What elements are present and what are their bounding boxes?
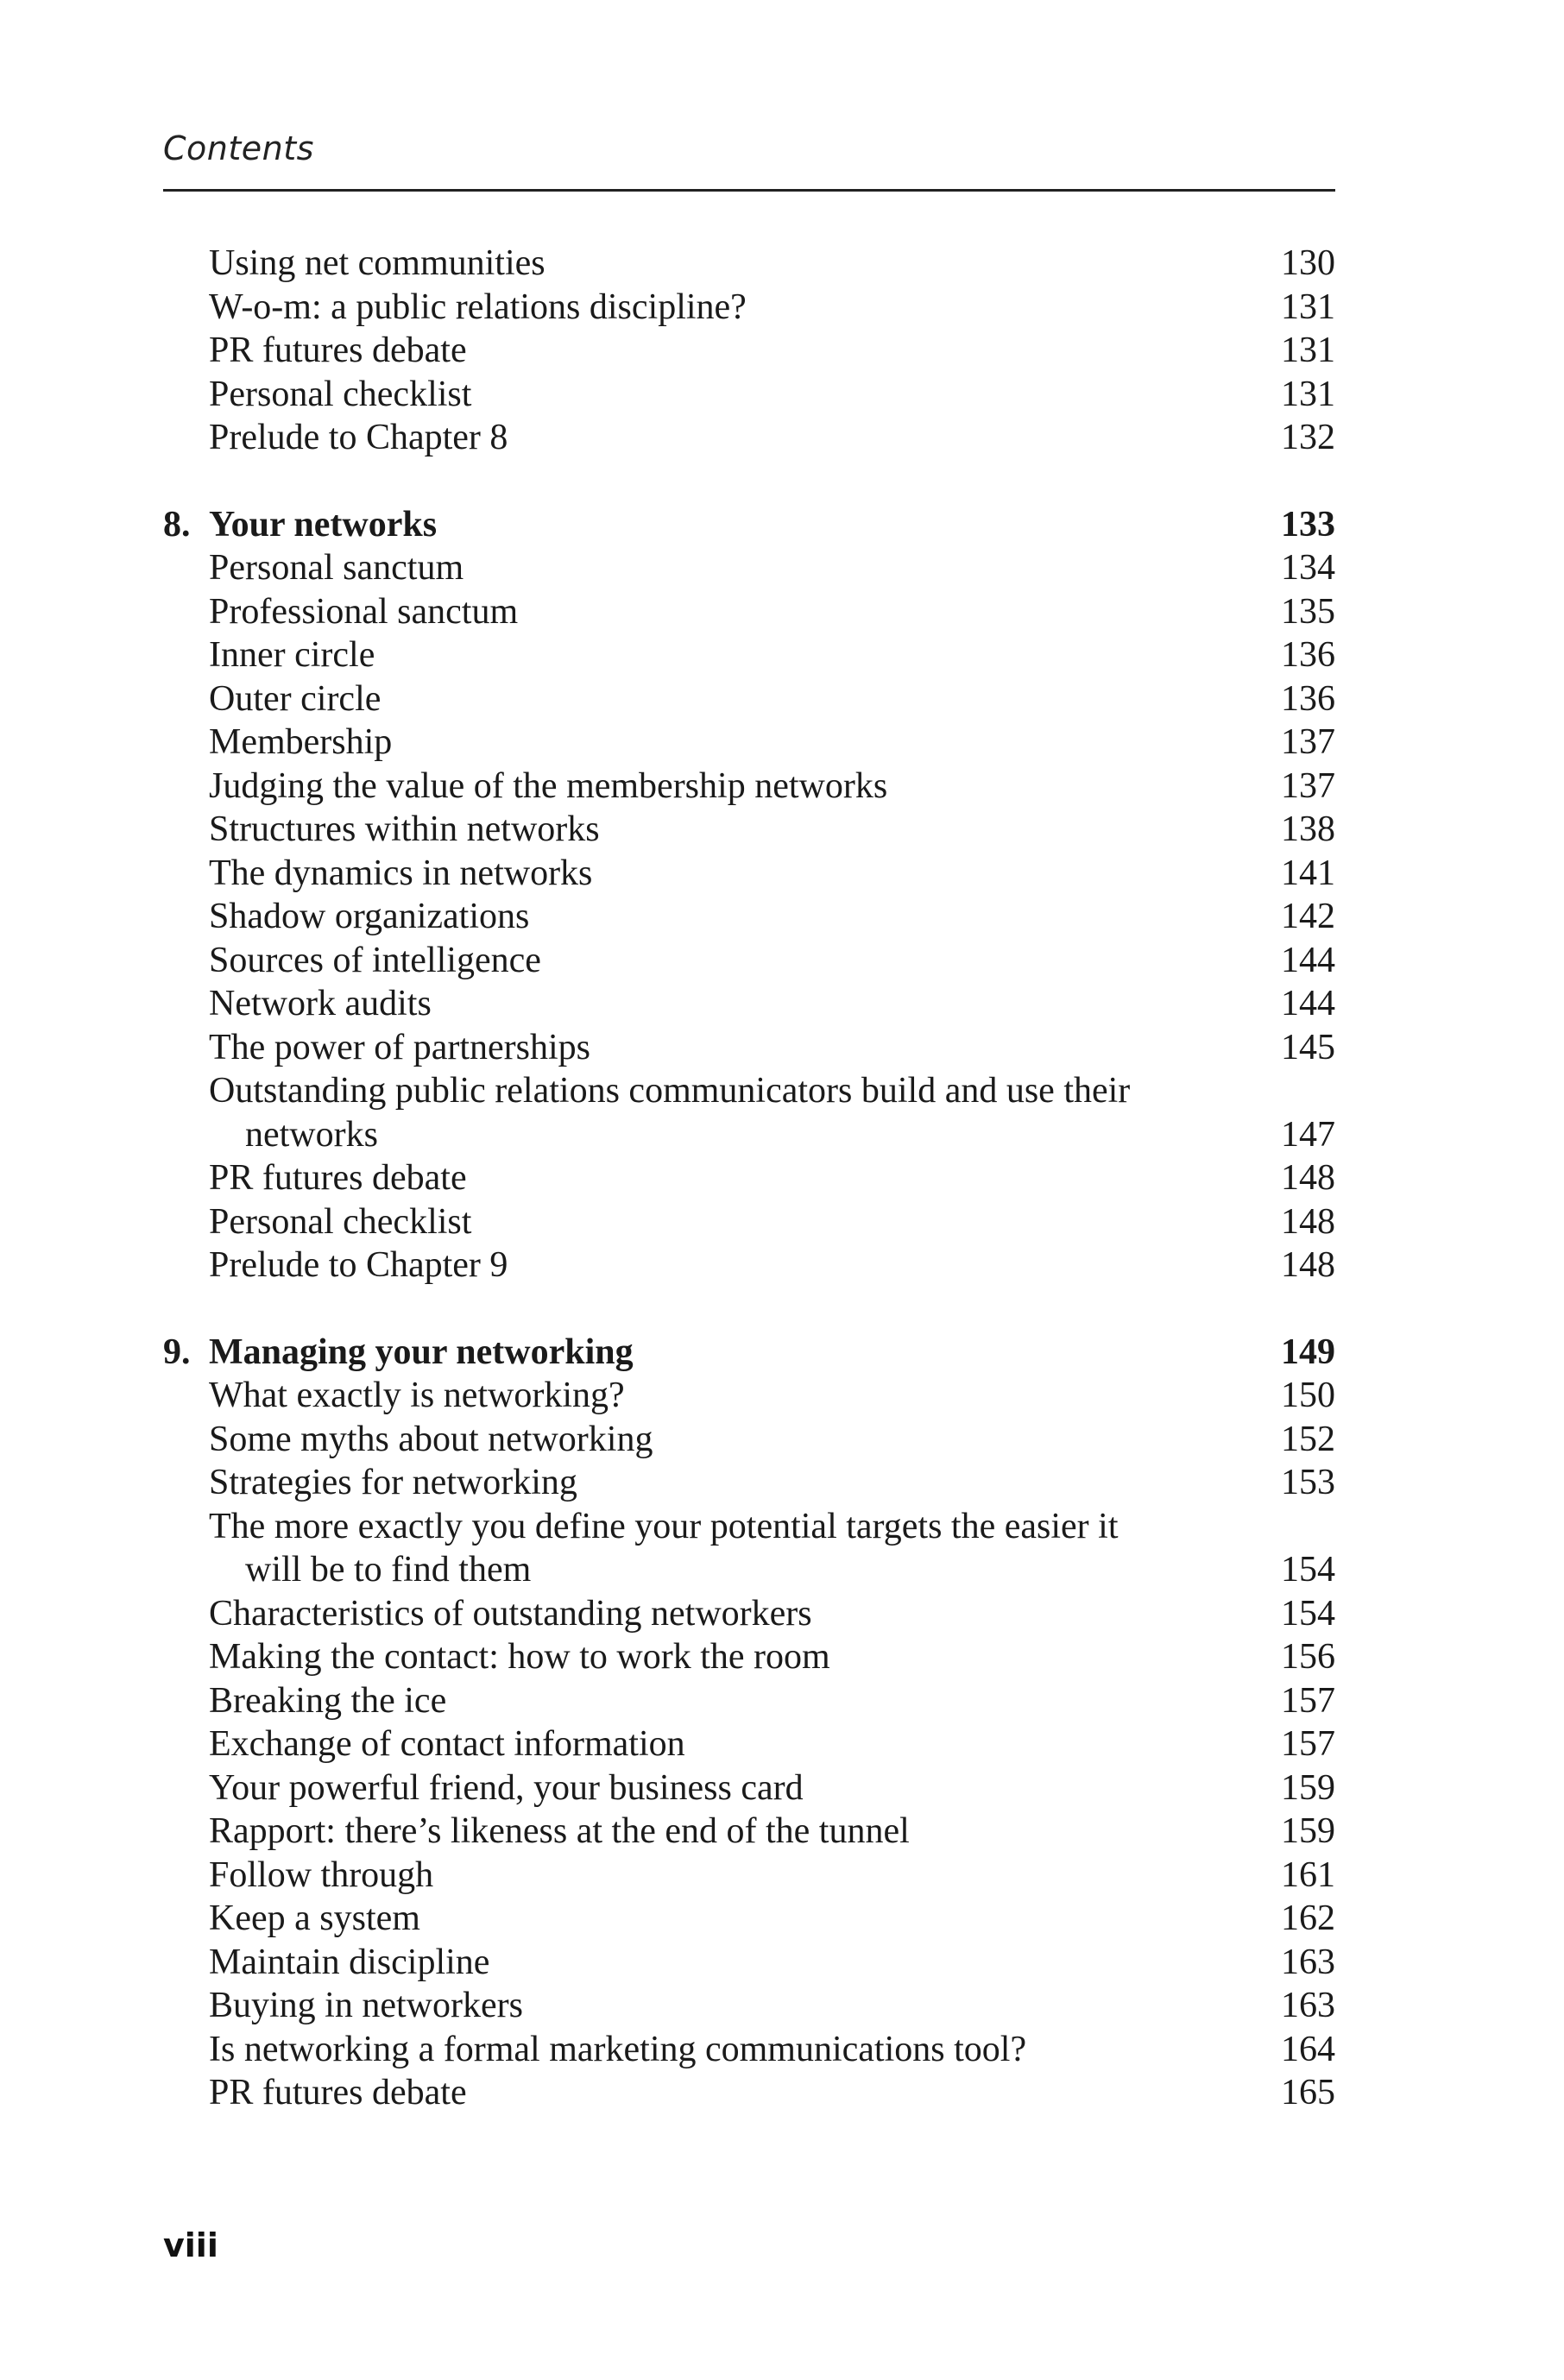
entry-page-number: 141 <box>1281 853 1335 893</box>
entry-title <box>209 677 1266 721</box>
toc-entry[interactable] <box>163 242 1335 286</box>
entry-title-text: Outstanding public relations communicators build and use their <box>209 1071 1131 1111</box>
chapter-heading[interactable] <box>163 503 1335 547</box>
entry-title <box>209 2071 1266 2115</box>
entry-title-text: Using net communities <box>209 243 546 283</box>
entry-title-text: Breaking the ice <box>209 1680 447 1721</box>
entry-page-number: 153 <box>1281 1463 1335 1502</box>
entry-title-text: Buying in networkers <box>209 1986 523 2025</box>
entry-page-number: 154 <box>1281 1593 1335 1634</box>
entry-page-number: 144 <box>1281 984 1335 1023</box>
entry-title <box>209 1069 1266 1156</box>
toc-entry[interactable] <box>163 1244 1335 1288</box>
entry-page-number: 156 <box>1281 1637 1335 1677</box>
entry-page-number: 132 <box>1281 418 1335 457</box>
entry-title <box>209 982 1266 1026</box>
entry-page-number: 131 <box>1281 286 1335 327</box>
entry-title <box>209 590 1266 634</box>
toc-entry[interactable] <box>163 286 1335 330</box>
chapter-page-number: 133 <box>1281 504 1335 545</box>
entry-page-number: 163 <box>1281 1942 1335 1982</box>
entry-title <box>209 808 1266 852</box>
toc-entry[interactable] <box>163 1635 1335 1679</box>
entry-title-text: Making the contact: how to work the room <box>209 1637 830 1677</box>
toc-entry[interactable] <box>163 416 1335 460</box>
entry-page-number: 148 <box>1281 1201 1335 1242</box>
entry-title-text: Prelude to Chapter 9 <box>209 1245 508 1285</box>
entry-page-number: 136 <box>1281 635 1335 675</box>
chapter-heading[interactable] <box>163 1331 1335 1375</box>
entry-title-text: Network audits <box>209 984 432 1023</box>
toc-entry[interactable] <box>163 1679 1335 1723</box>
entry-title <box>209 1374 1266 1418</box>
entry-title <box>209 1679 1266 1723</box>
entry-title <box>209 373 1266 417</box>
entry-title-text: Exchange of contact information <box>209 1724 685 1764</box>
entry-title-text: Shadow organizations <box>209 897 530 936</box>
entry-title <box>209 721 1266 765</box>
chapter-title: Managing your networking <box>209 1332 634 1372</box>
entry-page-number: 159 <box>1281 1811 1335 1851</box>
toc-entry[interactable] <box>163 1200 1335 1244</box>
entry-page-number: 162 <box>1281 1898 1335 1938</box>
entry-title <box>209 1941 1266 1985</box>
toc-entry[interactable] <box>163 895 1335 939</box>
toc-section <box>163 1331 1335 2115</box>
toc-entry[interactable] <box>163 1374 1335 1418</box>
entry-page-number: 157 <box>1281 1724 1335 1764</box>
entry-title-text: Maintain discipline <box>209 1942 490 1982</box>
entry-title-text: Some myths about networking <box>209 1419 653 1459</box>
chapter-page-number: 149 <box>1281 1332 1335 1372</box>
entry-title-text: Your powerful friend, your business card <box>209 1767 804 1808</box>
entry-title <box>209 939 1266 983</box>
entry-title <box>209 1766 1266 1810</box>
chapter-title: Your networks <box>209 504 438 545</box>
toc-entry[interactable] <box>163 1810 1335 1854</box>
entry-title-text: The more exactly you define your potential targets the easier it <box>209 1506 1119 1546</box>
entry-title-text: Is networking a formal marketing communications tool? <box>209 2029 1027 2069</box>
entry-page-number: 138 <box>1281 809 1335 849</box>
entry-page-number: 148 <box>1281 1158 1335 1198</box>
entry-page-number: 144 <box>1281 940 1335 980</box>
entry-page-number: 137 <box>1281 765 1335 806</box>
toc-entry[interactable] <box>163 1854 1335 1898</box>
entry-title <box>209 1592 1266 1636</box>
entry-title-text: W-o-m: a public relations discipline? <box>209 286 747 327</box>
entry-title-text: Sources of intelligence <box>209 940 541 980</box>
toc-entry[interactable] <box>163 721 1335 765</box>
entry-page-number: 137 <box>1281 722 1335 762</box>
entry-page-number: 157 <box>1281 1680 1335 1721</box>
entry-title-text: Prelude to Chapter 8 <box>209 418 508 457</box>
entry-title-text: The dynamics in networks <box>209 853 593 893</box>
toc-entry[interactable] <box>163 1461 1335 1505</box>
entry-title-text: PR futures debate <box>209 1158 467 1198</box>
toc-entry[interactable] <box>163 2071 1335 2115</box>
table-of-contents <box>163 242 1335 2115</box>
entry-title <box>209 895 1266 939</box>
toc-entry[interactable] <box>163 677 1335 721</box>
toc-entry[interactable] <box>163 329 1335 373</box>
entry-title <box>209 852 1266 896</box>
entry-title <box>209 546 1266 590</box>
entry-page-number: 147 <box>1281 1114 1335 1155</box>
entry-title <box>209 416 1266 460</box>
entry-title-text: Judging the value of the membership networks <box>209 765 888 806</box>
entry-title-text: PR futures debate <box>209 331 467 370</box>
running-head: Contents <box>163 129 314 167</box>
entry-title <box>209 1854 1266 1898</box>
toc-entry[interactable] <box>163 373 1335 417</box>
entry-page-number: 145 <box>1281 1027 1335 1067</box>
toc-entry[interactable] <box>163 1984 1335 2028</box>
entry-title <box>209 1418 1266 1462</box>
entry-title-text: Characteristics of outstanding networkers <box>209 1593 812 1634</box>
toc-section <box>163 242 1335 460</box>
toc-entry[interactable] <box>163 1941 1335 1985</box>
toc-entry[interactable] <box>163 1505 1335 1592</box>
entry-title-text: The power of partnerships <box>209 1027 591 1067</box>
entry-title-text: What exactly is networking? <box>209 1376 625 1415</box>
chapter-number: 8. <box>163 504 191 545</box>
toc-entry[interactable] <box>163 546 1335 590</box>
entry-page-number: 154 <box>1281 1550 1335 1590</box>
page-number: viii <box>163 2226 218 2264</box>
toc-entry[interactable] <box>163 939 1335 983</box>
entry-page-number: 152 <box>1281 1419 1335 1459</box>
toc-entry[interactable] <box>163 1156 1335 1200</box>
entry-title <box>209 1156 1266 1200</box>
toc-entry[interactable] <box>163 590 1335 634</box>
header-rule <box>163 189 1335 192</box>
entry-title-text: Keep a system <box>209 1898 420 1938</box>
entry-title <box>209 242 1266 286</box>
toc-entry[interactable] <box>163 808 1335 852</box>
entry-page-number: 136 <box>1281 678 1335 719</box>
entry-title-text: Professional sanctum <box>209 591 519 632</box>
entry-page-number: 150 <box>1281 1376 1335 1415</box>
toc-entry[interactable] <box>163 765 1335 809</box>
entry-title <box>209 1026 1266 1070</box>
toc-entry[interactable] <box>163 1766 1335 1810</box>
entry-title-text: Inner circle <box>209 635 375 675</box>
entry-page-number: 161 <box>1281 1854 1335 1895</box>
entry-title <box>209 329 1266 373</box>
toc-section <box>163 503 1335 1288</box>
entry-title-text: Outer circle <box>209 678 382 719</box>
entry-page-number: 148 <box>1281 1245 1335 1285</box>
entry-page-number: 131 <box>1281 374 1335 414</box>
entry-page-number: 134 <box>1281 548 1335 588</box>
entry-page-number: 159 <box>1281 1767 1335 1808</box>
toc-entry[interactable] <box>163 2028 1335 2072</box>
toc-entry[interactable] <box>163 852 1335 896</box>
entry-title <box>209 1505 1266 1592</box>
entry-title <box>209 633 1266 677</box>
entry-title <box>209 1984 1266 2028</box>
entry-page-number: 142 <box>1281 897 1335 936</box>
entry-title-continuation: will be to find them <box>245 1550 532 1590</box>
toc-entry[interactable] <box>163 1418 1335 1462</box>
entry-title <box>209 286 1266 330</box>
entry-title <box>209 765 1266 809</box>
entry-title-text: Rapport: there’s likeness at the end of the tunnel <box>209 1811 910 1851</box>
entry-title <box>209 2028 1266 2072</box>
entry-title-text: Structures within networks <box>209 809 600 849</box>
entry-page-number: 164 <box>1281 2029 1335 2069</box>
toc-entry[interactable] <box>163 982 1335 1026</box>
chapter-number: 9. <box>163 1332 191 1372</box>
entry-title <box>209 1200 1266 1244</box>
toc-entry[interactable] <box>163 633 1335 677</box>
entry-page-number: 163 <box>1281 1986 1335 2025</box>
entry-title-text: Personal sanctum <box>209 548 464 588</box>
entry-page-number: 131 <box>1281 331 1335 370</box>
entry-title <box>209 1244 1266 1288</box>
toc-entry[interactable] <box>163 1722 1335 1766</box>
toc-entry[interactable] <box>163 1069 1335 1156</box>
entry-title <box>209 1722 1266 1766</box>
entry-title <box>209 1635 1266 1679</box>
entry-title-text: PR futures debate <box>209 2073 467 2112</box>
entry-title <box>209 1810 1266 1854</box>
entry-title-text: Strategies for networking <box>209 1463 577 1502</box>
toc-entry[interactable] <box>163 1897 1335 1941</box>
entry-title-continuation: networks <box>245 1114 378 1155</box>
entry-title <box>209 1461 1266 1505</box>
entry-title-text: Membership <box>209 722 393 762</box>
entry-title <box>209 1897 1266 1941</box>
entry-page-number: 130 <box>1281 243 1335 283</box>
entry-title-text: Personal checklist <box>209 374 472 414</box>
toc-entry[interactable] <box>163 1026 1335 1070</box>
entry-page-number: 135 <box>1281 591 1335 632</box>
entry-title-text: Personal checklist <box>209 1201 472 1242</box>
entry-page-number: 165 <box>1281 2073 1335 2112</box>
entry-title-text: Follow through <box>209 1854 434 1895</box>
toc-entry[interactable] <box>163 1592 1335 1636</box>
